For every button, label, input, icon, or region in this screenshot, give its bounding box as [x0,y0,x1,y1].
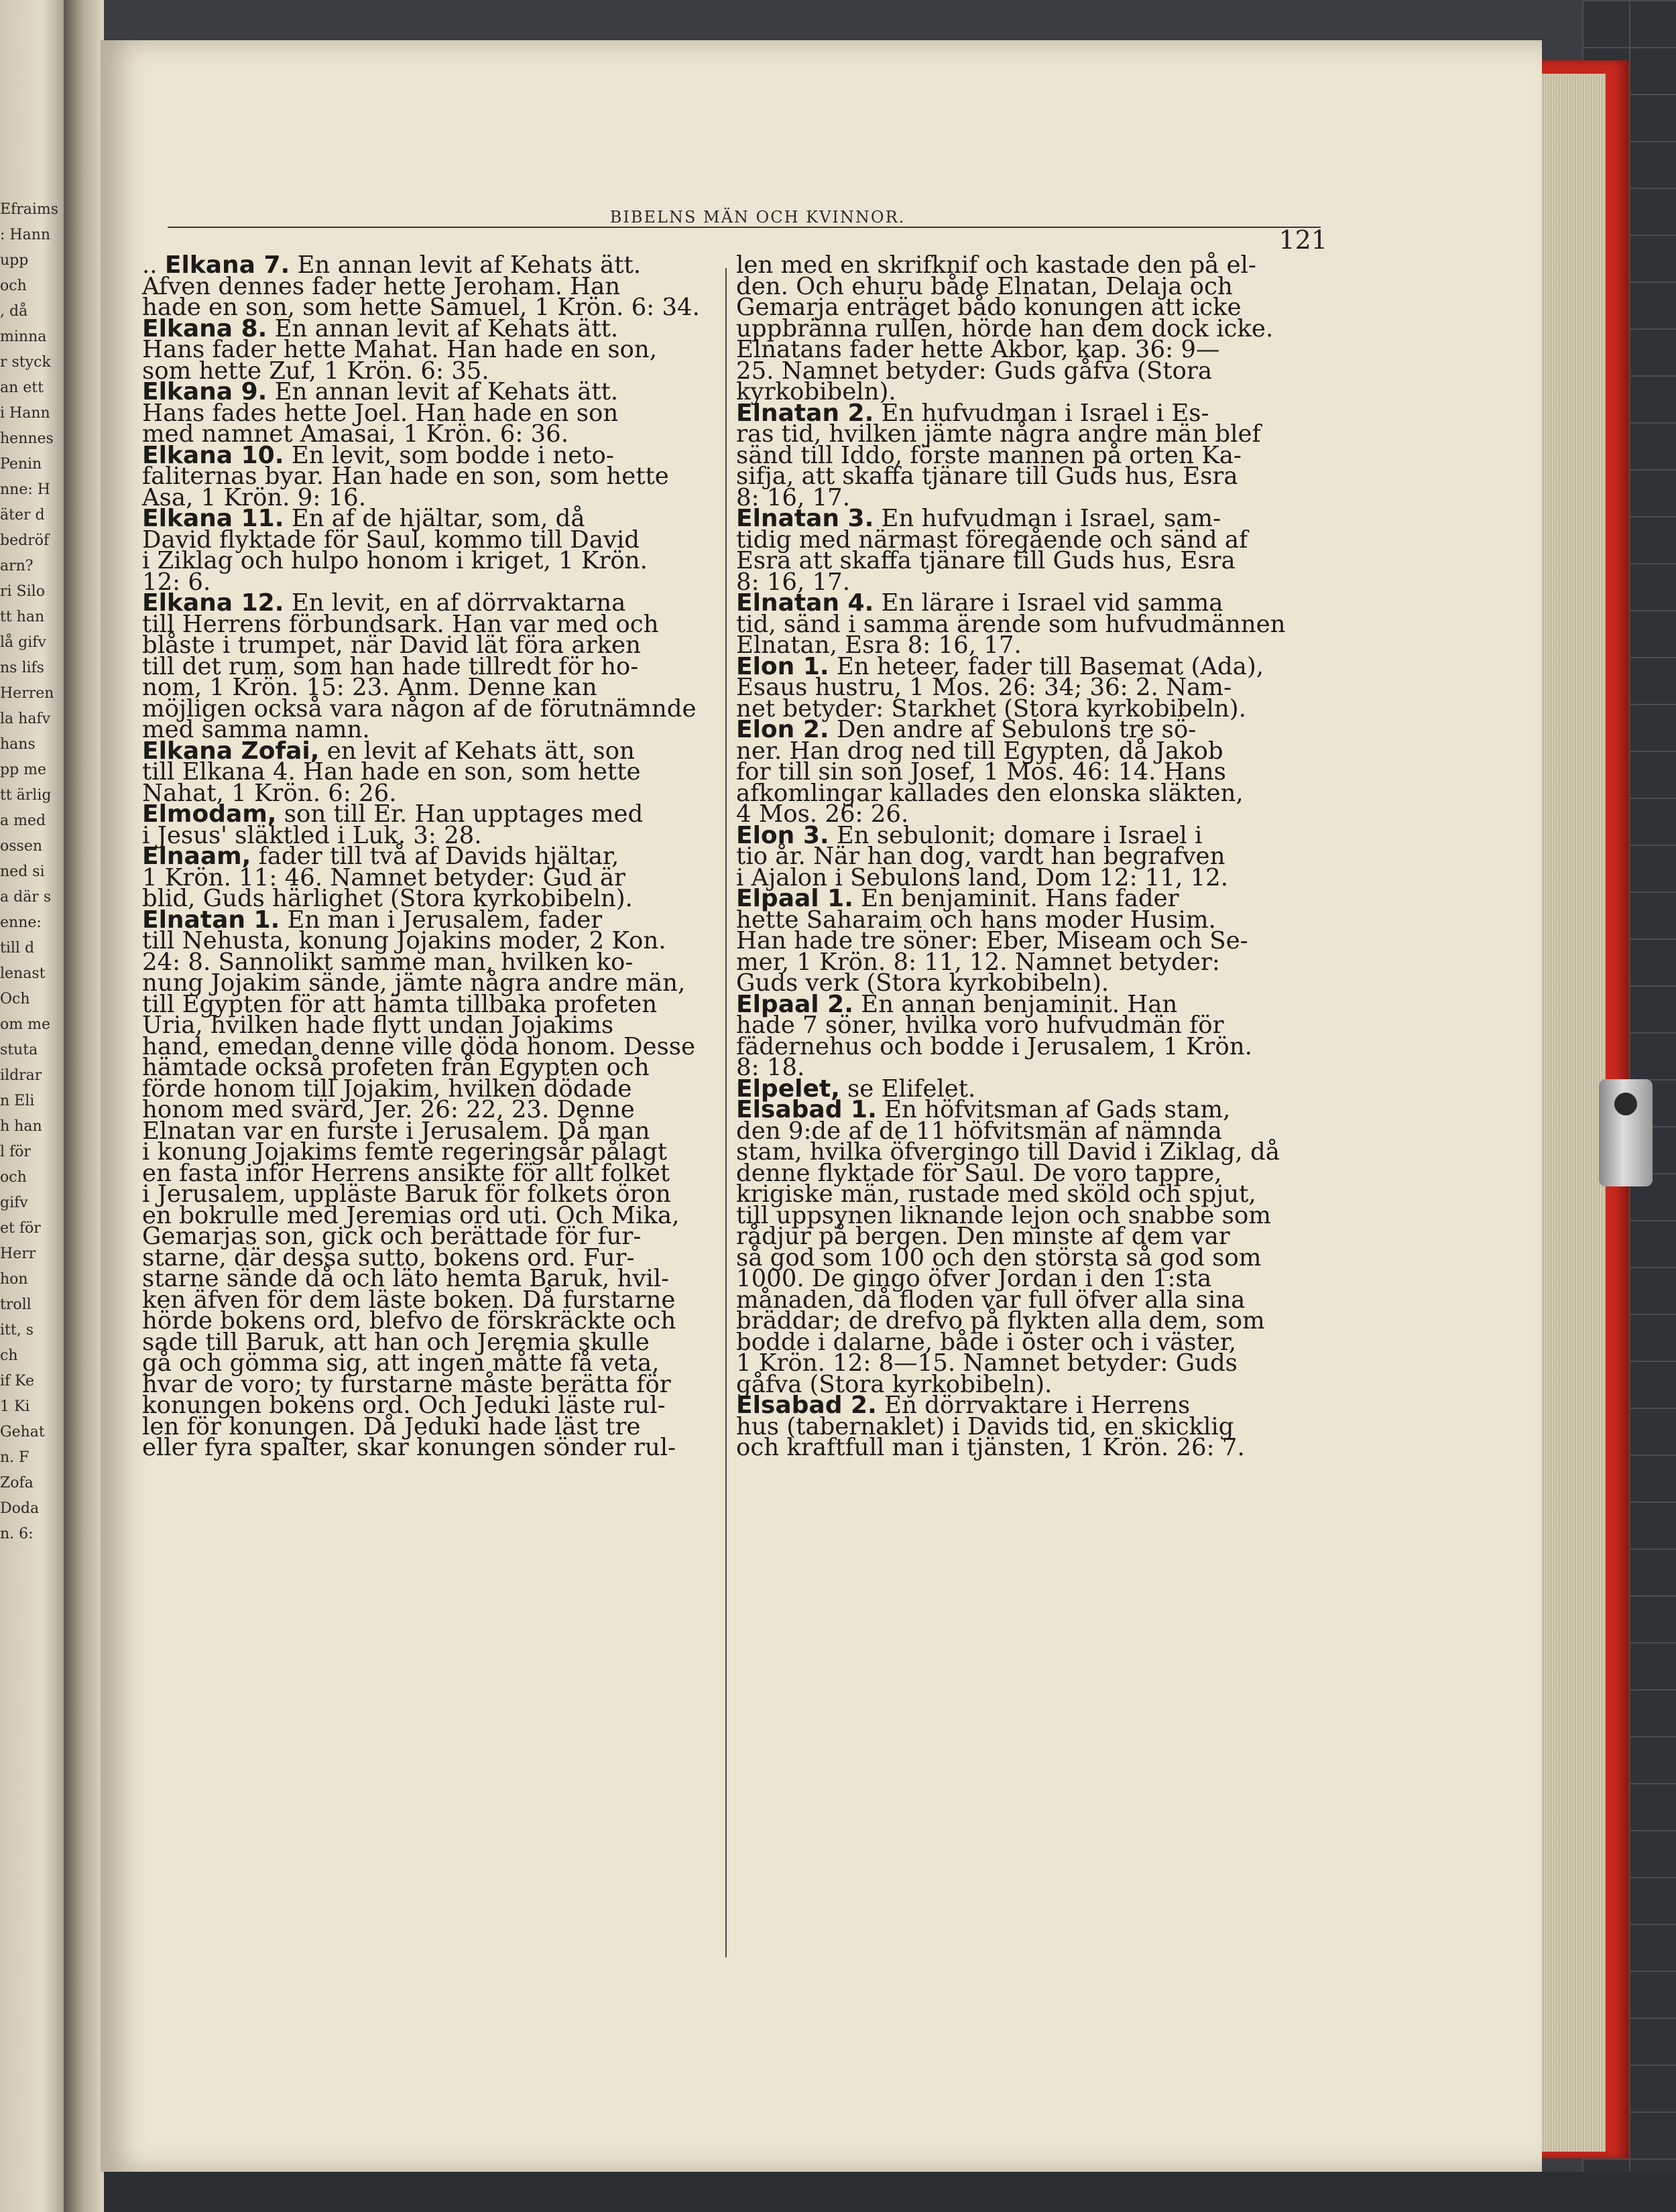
text-line: nom, 1 Krön. 15: 23. Anm. Denne kan [142,674,597,701]
column-divider [725,268,727,1957]
text-line: for till sin son Josef, 1 Mos. 46: 14. Hans [736,758,1226,786]
dictionary-entry [736,1392,1313,1461]
dictionary-entry [142,251,717,321]
text-line: den 9:de af de 11 höfvitsmän af nämnda [736,1117,1222,1145]
left-page-fragment: Herr [0,1245,36,1262]
entry-headword: Elkana 12. [142,589,284,617]
left-page-fragment: lå gifv [0,634,46,651]
dictionary-entry [736,821,1313,892]
text-line: som hette Zuf, 1 Krön. 6: 35. [142,357,489,385]
left-page-fragment: minna [0,328,47,345]
dictionary-entry [736,652,1313,723]
left-page-fragment: ch [0,1347,18,1364]
text-line: Elkana 9. En annan levit af Kehats ätt. [142,378,619,406]
left-page-fragment: Doda [0,1500,40,1517]
left-page-fragment: an ett [0,379,44,396]
text-line: Elnaam, fader till två af Davids hjältar, [142,843,619,870]
text-line: med namnet Amasai, 1 Krön. 6: 36. [142,420,569,448]
running-head: BIBELNS MÄN OCH KVINNOR. [609,208,906,227]
text-line: nung Jojakim sände, jämte några andre män, [142,969,686,997]
entry-headword: Elon 3. [736,821,829,849]
text-line: bodde i dalarne, både i öster och i väster, [736,1328,1237,1356]
text-line: Elnatan 3. En hufvudman i Israel, sam- [736,505,1221,532]
dictionary-entry [736,716,1313,828]
text-line: 12: 6. [142,568,211,596]
dictionary-entry [736,505,1313,596]
text-line: Elkana 10. En levit, som bodde i neto- [142,441,614,469]
text-line: hette Saharaim och hans moder Husim. [736,906,1216,934]
dictionary-entry [142,441,717,511]
left-page-fragment: om me [0,1016,50,1033]
text-line: fädernehus och bodde i Jerusalem, 1 Krön. [736,1032,1252,1060]
text-line: Elnatans fader hette Akbor, kap. 36: 9— [736,336,1220,363]
entry-headword: Elnatan 1. [142,906,280,934]
entry-headword: Elnatan 3. [736,505,874,532]
dictionary-entry [736,885,1313,997]
page-number: 121 [1278,225,1327,255]
left-page-fragment: troll [0,1296,32,1313]
left-page-fragment: gifv [0,1194,28,1211]
entry-headword: Elkana 10. [142,441,284,469]
left-page-fragment: i Hann [0,405,50,422]
left-page-fragment: et för [0,1220,41,1237]
dictionary-entry [736,399,1313,511]
left-page-fragment: tt han [0,609,45,625]
left-page-fragment: n. F [0,1449,29,1466]
text-line: sänd till Iddo, förste mannen på orten Ka- [736,441,1242,469]
text-line: blid, Guds härlighet (Stora kyrkobibeln). [142,885,633,912]
left-page-fragment: till d [0,940,35,957]
text-line: en fasta inför Herrens ansikte för allt folket [142,1159,670,1187]
text-line: gåfva (Stora kyrkobibeln). [736,1370,1053,1398]
text-line: Gemarjas son, gick och berättade för fur- [142,1223,642,1250]
left-column [142,251,717,1461]
entry-headword: Elnaam, [142,843,251,870]
text-line: Elkana 12. En levit, en af dörrvaktarna [142,589,626,617]
text-line: len med en skrifknif och kastade den på el- [736,251,1256,279]
text-line: ras tid, hvilken jämte några andre män blef [736,420,1261,448]
entry-headword: Elpaal 2. [736,990,853,1018]
text-line: kyrkobibeln). [736,378,896,406]
text-line: Guds verk (Stora kyrkobibeln). [736,969,1110,997]
left-page-fragment: a med [0,812,46,829]
text-line: Afven dennes fader hette Jeroham. Han [142,272,621,300]
left-page-fragment: r styck [0,354,51,371]
text-line: i Jerusalem, uppläste Baruk för folkets öron [142,1180,671,1208]
text-line: till Nehusta, konung Jojakins moder, 2 Kon. [142,927,666,955]
text-line: 1 Krön. 12: 8—15. Namnet betyder: Guds [736,1349,1238,1377]
text-line: konungen bokens ord. Och Jeduki läste rul- [142,1392,666,1419]
text-line: Gemarja enträget bådo konungen att icke [736,294,1242,321]
text-line: Elon 2. Den andre af Sebulons tre sö- [736,716,1197,743]
left-page-fragment: n Eli [0,1093,35,1109]
text-line: Elpaal 2. En annan benjaminit. Han [736,990,1178,1018]
entry-headword: Elkana Zofai, [142,737,320,765]
text-line: stam, hvilka öfvergingo till David i Ziklag, då [736,1138,1280,1166]
text-line: Elnatan 1. En man i Jerusalem, fader [142,906,603,934]
left-page-fragment: hans [0,736,36,753]
dictionary-entry [736,589,1313,659]
dictionary-entry [142,906,717,1461]
text-line: till Herrens förbundsark. Han var med och [142,610,659,638]
text-line: 25. Namnet betyder: Guds gåfva (Stora [736,357,1212,385]
text-line: 24: 8. Sannolikt samme man, hvilken ko- [142,948,634,976]
text-line: Esra att skaffa tjänare till Guds hus, Esra [736,547,1236,574]
text-line: och kraftfull man i tjänsten, 1 Krön. 26: 7. [736,1434,1245,1461]
left-page-fragment: , då [0,303,28,320]
left-page-fragment: pp me [0,761,47,778]
text-line: krigiske män, rustade med sköld och spjut, [736,1180,1256,1208]
text-line: i Ajalon i Sebulons land, Dom 12: 11, 12. [736,863,1229,892]
text-line: afkomlingar kallades den elonska släkten, [736,779,1244,807]
left-page-fragment: ossen [0,838,43,855]
left-page-fragment: a där s [0,889,52,906]
page-edges [1542,74,1606,2152]
text-line: ken äfven för dem läste boken. Då furstarne [142,1286,676,1314]
clip-hole [1614,1093,1637,1115]
text-line: månaden, då floden var full öfver alla sina [736,1286,1246,1314]
text-line: Elkana Zofai, en levit af Kehats ätt, son [142,737,635,765]
text-line: bräddar; de drefvo på flykten alla dem, som [736,1307,1265,1335]
left-page-fragment: hennes [0,430,54,447]
text-line: så god som 100 och den största så god som [736,1243,1262,1272]
text-line: mer, 1 Krön. 8: 11, 12. Namnet betyder: [736,948,1220,976]
text-line: möjligen också vara någon af de förutnämnde [142,694,697,723]
text-line: Esaus hustru, 1 Mos. 26: 34; 36: 2. Nam- [736,674,1232,701]
header-rule [168,227,1321,228]
dictionary-entry [142,505,717,596]
left-page-fragment: 1 Ki [0,1398,30,1415]
entry-headword: Elon 2. [736,716,829,743]
entry-headword: Elmodam, [142,800,277,828]
text-line: den. Och ehuru både Elnatan, Delaja och [736,272,1233,300]
left-page-fragment: : Hann [0,227,51,243]
left-page-fragment: Penin [0,456,42,473]
left-page-fragment: nne: H [0,481,50,498]
text-line: starne sände då och läto hemta Baruk, hvil- [142,1265,670,1292]
left-page-edge [0,0,70,2212]
left-page-fragment: hon [0,1271,28,1288]
text-line: hörde bokens ord, blefvo de förskräckte och [142,1307,676,1335]
text-line: Elnatan 4. En lärare i Israel vid samma [736,589,1223,617]
text-line: len för konungen. Då Jeduki hade läst tre [142,1412,641,1440]
text-line: gå och gömma sig, att ingen måtte få veta, [142,1349,660,1377]
text-line: Nahat, 1 Krön. 6: 26. [142,779,397,807]
dictionary-entry [736,990,1313,1081]
book-gutter [64,0,104,2212]
text-line: sifja, att skaffa tjänare till Guds hus, Esra [736,463,1238,490]
text-line: 8: 18. [736,1054,805,1081]
entry-headword: Elnatan 4. [736,589,874,617]
left-page-fragment: arn? [0,558,34,574]
left-page-fragment: ns lifs [0,660,44,676]
text-line: tid, sänd i samma ärende som hufvudmännen [736,610,1286,638]
text-line: uppbränna rullen, hörde han dem dock icke. [736,314,1274,343]
dictionary-entry [142,378,717,448]
left-page-fragment: bedröf [0,532,50,549]
text-line: hvar de voro; ty furstarne måste berätta för [142,1370,671,1398]
text-line: faliternas byar. Han hade en son, som hette [142,463,669,490]
text-line: 1 Krön. 11: 46. Namnet betyder: Gud är [142,863,626,892]
text-line: blåste i trumpet, när David lät föra arken [142,631,641,659]
left-page-fragment: Gehat [0,1424,45,1440]
text-line: rådjur på bergen. Den minste af dem var [736,1223,1230,1250]
text-line: i konung Jojakims femte regeringsår pålagt [142,1138,667,1166]
dictionary-entry [142,737,717,807]
text-line: Elsabad 1. En höfvitsman af Gads stam, [736,1096,1231,1123]
text-line: hämtade också profeten från Egypten och [142,1054,650,1081]
dictionary-entry [736,251,1313,406]
text-line: 1000. De gingo öfver Jordan i den 1:sta [736,1265,1212,1292]
dictionary-entry [142,800,717,849]
left-page-fragment: ned si [0,863,45,880]
text-line: hus (tabernaklet) i Davids tid, en skicklig [736,1412,1234,1440]
text-line: net betyder: Starkhet (Stora kyrkobibeln). [736,694,1246,723]
text-line: till uppsynen liknande lejon och snabbe som [736,1201,1271,1229]
dictionary-entry [142,843,717,912]
entry-headword: Elkana 7. [164,251,290,279]
text-line: en bokrulle med Jeremias ord uti. Och Mika, [142,1201,680,1229]
left-page-fragment: la hafv [0,711,51,727]
dictionary-entry [736,1096,1313,1398]
text-line: Hans fader hette Mahat. Han hade en son, [142,336,658,363]
right-column [736,251,1313,1461]
entry-headword: Elpaal 1. [736,885,853,912]
dictionary-entry [142,589,717,743]
left-page-fragment: l för [0,1144,31,1160]
left-page-fragment: n. 6: [0,1526,34,1542]
text-line: i Ziklag och hulpo honom i kriget, 1 Krön. [142,547,648,574]
left-page-fragment: stuta [0,1042,38,1058]
left-page-fragment: ildrar [0,1067,42,1084]
text-line: Elon 1. En heteer, fader till Basemat (Ada), [736,652,1264,680]
text-line: Elnatan var en furste i Jerusalem. Då man [142,1117,650,1145]
text-line: Elnatan 2. En hufvudman i Israel i Es- [736,399,1209,427]
left-page-fragment: Zofa [0,1475,34,1491]
text-line: Elpelet, se Elifelet. [736,1074,976,1103]
entry-headword: Elkana 8. [142,314,267,343]
text-line: hade en son, som hette Samuel, 1 Krön. 6: 34. [142,294,700,321]
entry-headword: Elsabad 1. [736,1096,877,1123]
text-line: ner. Han drog ned till Egypten, då Jakob [736,737,1223,765]
entry-headword: Elpelet, [736,1074,840,1103]
entry-headword: Elnatan 2. [736,399,874,427]
text-line: till det rum, som han hade tillredt för ho- [142,652,639,680]
text-line: Elmodam, son till Er. Han upptages med [142,800,644,828]
left-page-fragment: if Ke [0,1373,35,1390]
left-page-fragment: lenast [0,965,46,982]
text-line: hand, emedan denne ville döda honom. Desse [142,1032,695,1060]
background-bottom [0,2172,1676,2212]
text-line: Elkana 8. En annan levit af Kehats ätt. [142,314,619,343]
left-page-fragment: ri Silo [0,583,45,600]
left-page-fragment: upp [0,252,29,269]
left-page-fragment: Efraims [0,201,59,218]
text-line: sade till Baruk, att han och Jeremia skulle [142,1328,650,1356]
text-line: Uria, hvilken hade flytt undan Jojakims [142,1011,614,1039]
entry-headword: Elon 1. [736,652,829,680]
text-line: denne flyktade för Saul. De voro tappre, [736,1159,1222,1187]
left-page-fragment: tt ärlig [0,787,52,804]
text-line: Elon 3. En sebulonit; domare i Israel i [736,821,1203,849]
left-page-fragment: och [0,278,27,294]
text-line: eller fyra spalter, skar konungen sönder rul- [142,1434,676,1461]
text-line: David flyktade för Saul, kommo till David [142,526,640,554]
left-page-fragment: Och [0,991,30,1007]
text-line: till Elkana 4. Han hade en son, som hette [142,758,641,786]
text-line: hade 7 söner, hvilka voro hufvudmän för [736,1011,1224,1039]
text-line: Hans fades hette Joel. Han hade en son [142,399,619,427]
entry-headword: Elkana 9. [142,378,267,406]
left-page-fragment: Herren [0,685,54,702]
text-line: .. Elkana 7. En annan levit af Kehats ätt. [142,251,642,279]
text-line: starne, där dessa sutto, bokens ord. Fur- [142,1243,635,1272]
left-page-fragment: itt, s [0,1322,34,1339]
left-page-fragment: h han [0,1118,42,1135]
text-line: i Jesus' släktled i Luk. 3: 28. [142,821,482,849]
text-line: Elpaal 1. En benjaminit. Hans fader [736,885,1179,912]
text-line: till Egypten för att hämta tillbaka profeten [142,990,658,1018]
text-line: tio år. När han dog, vardt han begrafven [736,843,1225,870]
text-line: Elnatan, Esra 8: 16, 17. [736,631,1022,659]
dictionary-entry [142,314,717,385]
left-page-fragment: enne: [0,914,42,931]
text-line: Asa, 1 Krön. 9: 16. [142,483,367,511]
entry-headword: Elsabad 2. [736,1392,877,1419]
text-line: 8: 16, 17. [736,483,851,511]
text-line: Elsabad 2. En dörrvaktare i Herrens [736,1392,1191,1419]
text-line: tidig med närmast föregående och sänd af [736,526,1248,554]
text-line: Han hade tre söner: Eber, Miseam och Se- [736,927,1248,955]
text-line: förde honom till Jojakim, hvilken dödade [142,1074,632,1103]
text-line: 4 Mos. 26: 26. [736,800,909,828]
text-line: med samma namn. [142,716,370,743]
left-page-fragment: och [0,1169,27,1186]
entry-headword: Elkana 11. [142,505,284,532]
text-line: 8: 16, 17. [736,568,851,596]
text-line: honom med svärd, Jer. 26: 22, 23. Denne [142,1096,635,1123]
left-page-fragment: äter d [0,507,45,524]
text-line: Elkana 11. En af de hjältar, som, då [142,505,585,532]
